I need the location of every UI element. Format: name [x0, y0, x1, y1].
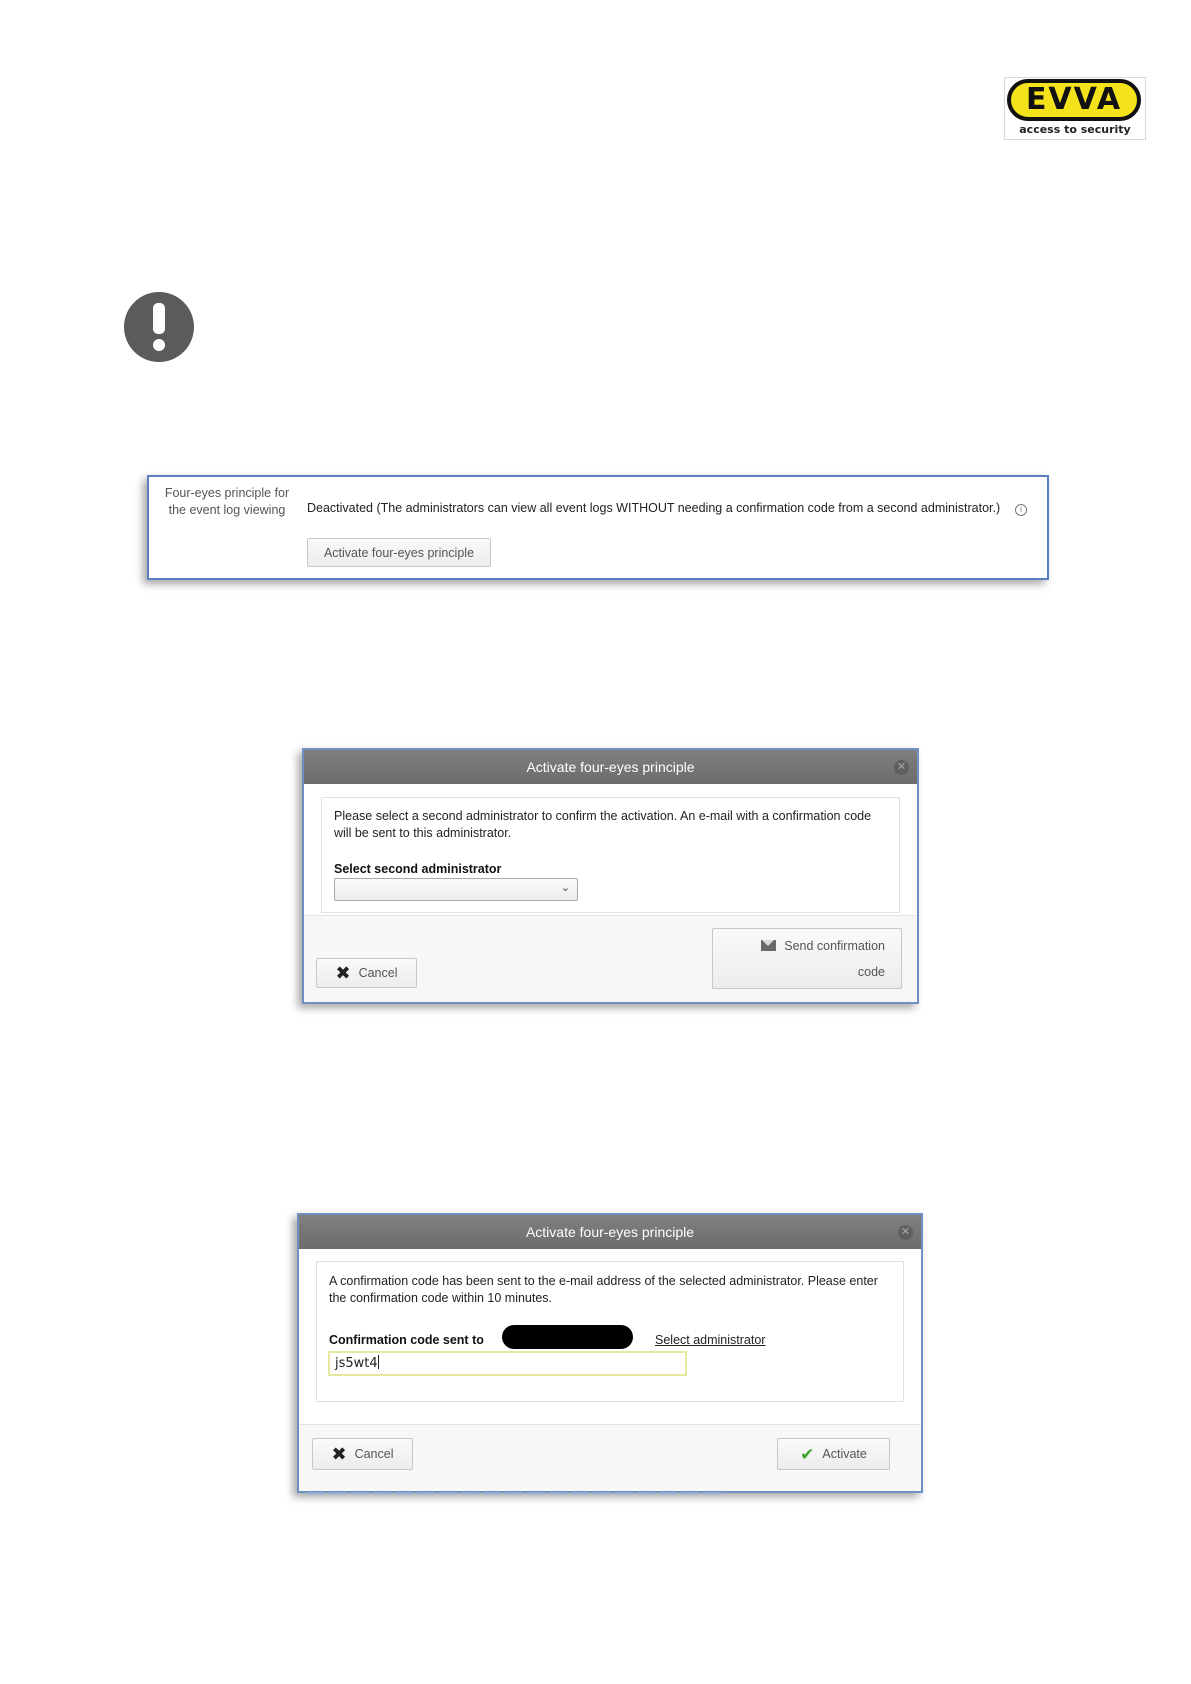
code-value: js5wt4 — [335, 1356, 378, 1371]
redacted-admin-name — [502, 1325, 633, 1349]
close-x-icon: ✖ — [331, 1444, 347, 1464]
mail-icon — [761, 940, 776, 951]
cancel-button[interactable] — [312, 1438, 413, 1470]
setting-label: Four-eyes principle for the event log viewing — [164, 486, 290, 517]
close-icon[interactable]: ✕ — [898, 1225, 913, 1240]
select-administrator-link[interactable]: Select administrator — [655, 1333, 766, 1347]
exclamation-icon — [124, 292, 194, 362]
setting-status: Deactivated (The administrators can view all event logs WITHOUT needing a confirmation code from a second administrator.) — [307, 501, 1001, 515]
chevron-down-icon: ⌄ — [560, 882, 570, 894]
cancel-label: Cancel — [358, 966, 398, 980]
second-admin-select[interactable] — [334, 878, 578, 901]
dialog-message: Please select a second administrator to confirm the activation. An e-mail with a confirmation code will be sent to this administrator. — [334, 809, 872, 840]
activate-dialog-select-admin — [302, 748, 919, 1004]
logo-wordmark: EVVA — [1025, 82, 1123, 117]
dialog-footer — [299, 1424, 921, 1491]
dialog-message: A confirmation code has been sent to the e-mail address of the selected administrator. Please enter the confirmation code within 10 minutes. — [329, 1274, 878, 1305]
close-icon[interactable]: ✕ — [894, 760, 909, 775]
close-x-icon: ✖ — [335, 963, 351, 983]
cancel-button[interactable] — [316, 958, 417, 988]
activate-button[interactable] — [777, 1438, 890, 1470]
background-text-bleed — [307, 1492, 727, 1495]
checkmark-icon: ✔ — [800, 1444, 815, 1464]
dialog-title: Activate four-eyes principle — [525, 1224, 695, 1240]
confirmation-code-input[interactable] — [328, 1351, 687, 1376]
send-label-line1: Send confirmation — [784, 938, 885, 953]
dialog-body — [321, 797, 900, 913]
dialog-body — [316, 1261, 904, 1402]
info-icon[interactable]: i — [1015, 504, 1027, 516]
send-label-line2: code — [857, 964, 885, 979]
select-admin-label: Select second administrator — [334, 862, 502, 876]
send-confirmation-code-button[interactable] — [712, 928, 902, 989]
logo-tagline: access to security — [1019, 123, 1131, 136]
evva-logo — [1004, 77, 1146, 140]
dialog-footer — [304, 915, 917, 1002]
dialog-title-bar — [299, 1215, 921, 1249]
activate-dialog-enter-code — [297, 1213, 923, 1493]
four-eyes-setting-panel — [147, 475, 1049, 580]
code-sent-label: Confirmation code sent to — [329, 1333, 484, 1347]
activate-label: Activate — [822, 1447, 867, 1461]
logo-oval — [1007, 79, 1141, 121]
activate-four-eyes-button[interactable]: Activate four-eyes principle — [307, 538, 491, 567]
dialog-title-bar — [304, 750, 917, 784]
dialog-title: Activate four-eyes principle — [526, 759, 695, 775]
cancel-label: Cancel — [354, 1447, 394, 1461]
